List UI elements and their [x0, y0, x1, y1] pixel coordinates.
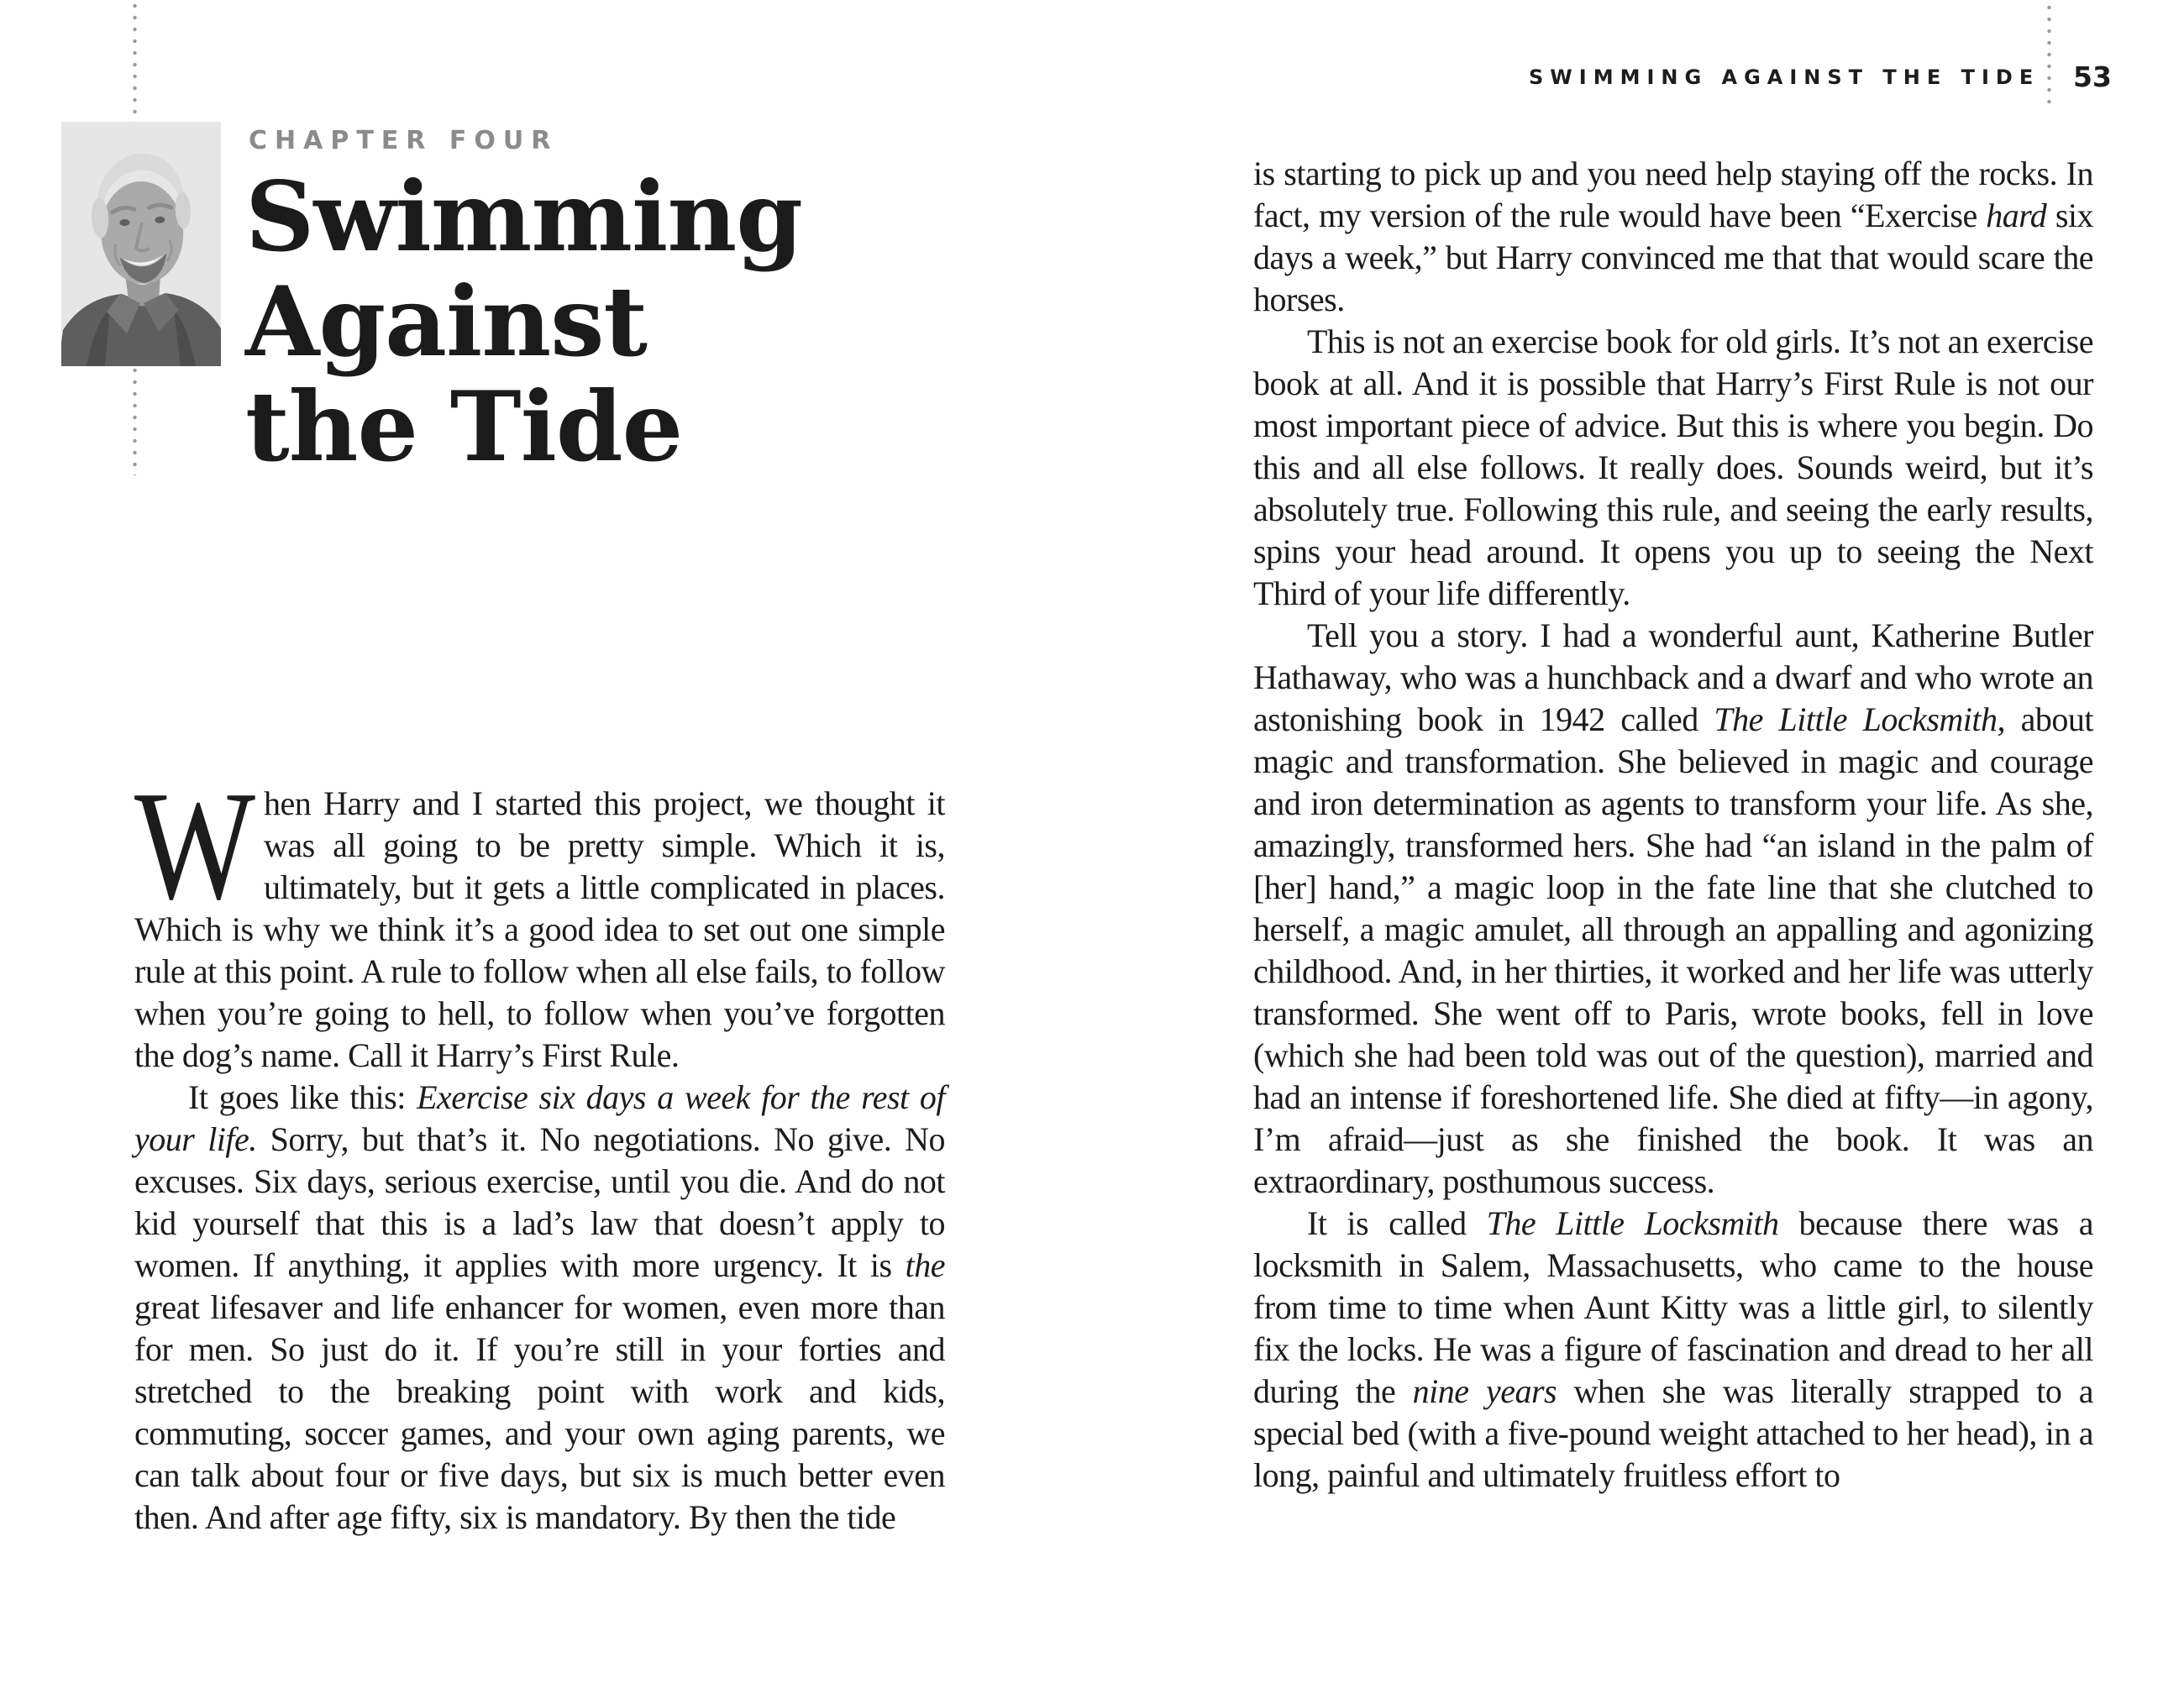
chapter-title-line: the Tide — [245, 370, 683, 483]
right-page — [1092, 0, 2184, 1704]
text-run: about magic and transformation. She believed in magic and courage and iron determination as agents to transform your life. As she, amazingly, transformed hers. She had “an island in the palm of [her] hand,” a magic loop in the fate line that she clutched to herself, a magic amulet, all through an appalling and agonizing childhood. And, in her thirties, it worked and her life was utterly transformed. She went off to Paris, wrote books, fell in love (which she had been told was out of the question), married and had an intense if foreshortened life. She died at fifty—in agony, I’m afraid—just as she finished the book. It was an extraordinary, posthumous success. — [1253, 700, 2094, 1200]
page-number: 53 — [2073, 60, 2112, 93]
text-run: Sorry, but that’s it. No negotiations. No give. No excuses. Six days, serious exercise, until you die. And do not kid yourself that this is a lad’s law that doesn’t apply to women. If anything, it applies with more urgency. It is — [134, 1120, 946, 1284]
text-run: Tell you a story. I had a wonderful aunt, Katherine Butler Hathaway, who was a hunchback and a dwarf and who wrote an astonishing book in 1942 called — [1253, 616, 2093, 738]
italic-text-run: The Little Locksmith — [1486, 1204, 1779, 1242]
text-run: great lifesaver and life enhancer for women, even more than for men. So just do it. If you’re still in your forties and stretched to the breaking point with work and kids, commuting, soccer games, and your own aging parents, we can talk about four or five days, but six is much better even then. And after age fifty, six is mandatory. By then the tide — [134, 1288, 945, 1536]
text-run: because there was a locksmith in Salem, Massachusetts, who came to the house from time to time when Aunt Kitty was a little girl, to silently fix the locks. He was a figure of fascination and dread to her all during the — [1253, 1204, 2093, 1410]
italic-text-run: hard — [1986, 197, 2047, 234]
paragraph — [134, 1077, 945, 1539]
text-run: six days a week,” but Harry convinced me that that would scare the horses. — [1253, 197, 2093, 318]
chapter-title-line: Swimming — [245, 160, 802, 273]
paragraph — [134, 759, 945, 1077]
text-run: This is not an exercise book for old girls. It’s not an exercise book at all. And it is possible that Harry’s First Rule is not our most important piece of advice. But this is where you begin. Do this and all else follows. It really does. Sounds weird, but it’s absolutely true. Following this rule, and seeing the early results, spins your head around. It opens you up to seeing the Next Third of your life differently. — [1253, 322, 2093, 612]
paragraph — [1253, 615, 2093, 1203]
paragraph — [1253, 1203, 2093, 1497]
running-header: SWIMMING AGAINST THE TIDE — [1529, 66, 2040, 89]
paragraph — [1253, 321, 2093, 615]
left-text-column — [134, 759, 946, 1539]
author-photo — [61, 122, 221, 366]
chapter-title — [245, 160, 802, 483]
paragraph — [1253, 153, 2093, 321]
chapter-title-line: Against — [245, 265, 648, 378]
right-text-column — [1253, 153, 2093, 1497]
italic-text-run: Exercise six days a week for the rest of your life. — [134, 1078, 945, 1158]
chapter-label: CHAPTER FOUR — [249, 126, 559, 155]
dotted-rule-right — [2047, 2, 2051, 107]
text-run: It is called — [1307, 1204, 1487, 1242]
italic-text-run: the — [905, 1246, 945, 1284]
author-photo-illustration — [61, 122, 221, 366]
text-run: It goes like this: — [188, 1078, 417, 1116]
drop-cap: W — [134, 759, 255, 932]
italic-text-run: The Little Locksmith, — [1714, 700, 2006, 738]
text-run: when she was literally strapped to a special bed (with a five-pound weight attached to her head), in a long, painful and ultimately fruitless effort to — [1253, 1372, 2093, 1494]
text-run: hen Harry and I started this project, we thought it was all going to be pretty simple. Which it is, ultimately, but it gets a little complicated in places. Which is why we think it’s a good idea to set out one simple rule at this point. A rule to follow when all else fails, to follow when you’re going to hell, to follow when you’ve forgotten the dog’s name. Call it Harry’s First Rule. — [134, 784, 945, 1074]
italic-text-run: nine years — [1412, 1372, 1557, 1410]
text-run: is starting to pick up and you need help staying off the rocks. In fact, my version of the rule would have been “Exercise — [1253, 155, 2093, 234]
